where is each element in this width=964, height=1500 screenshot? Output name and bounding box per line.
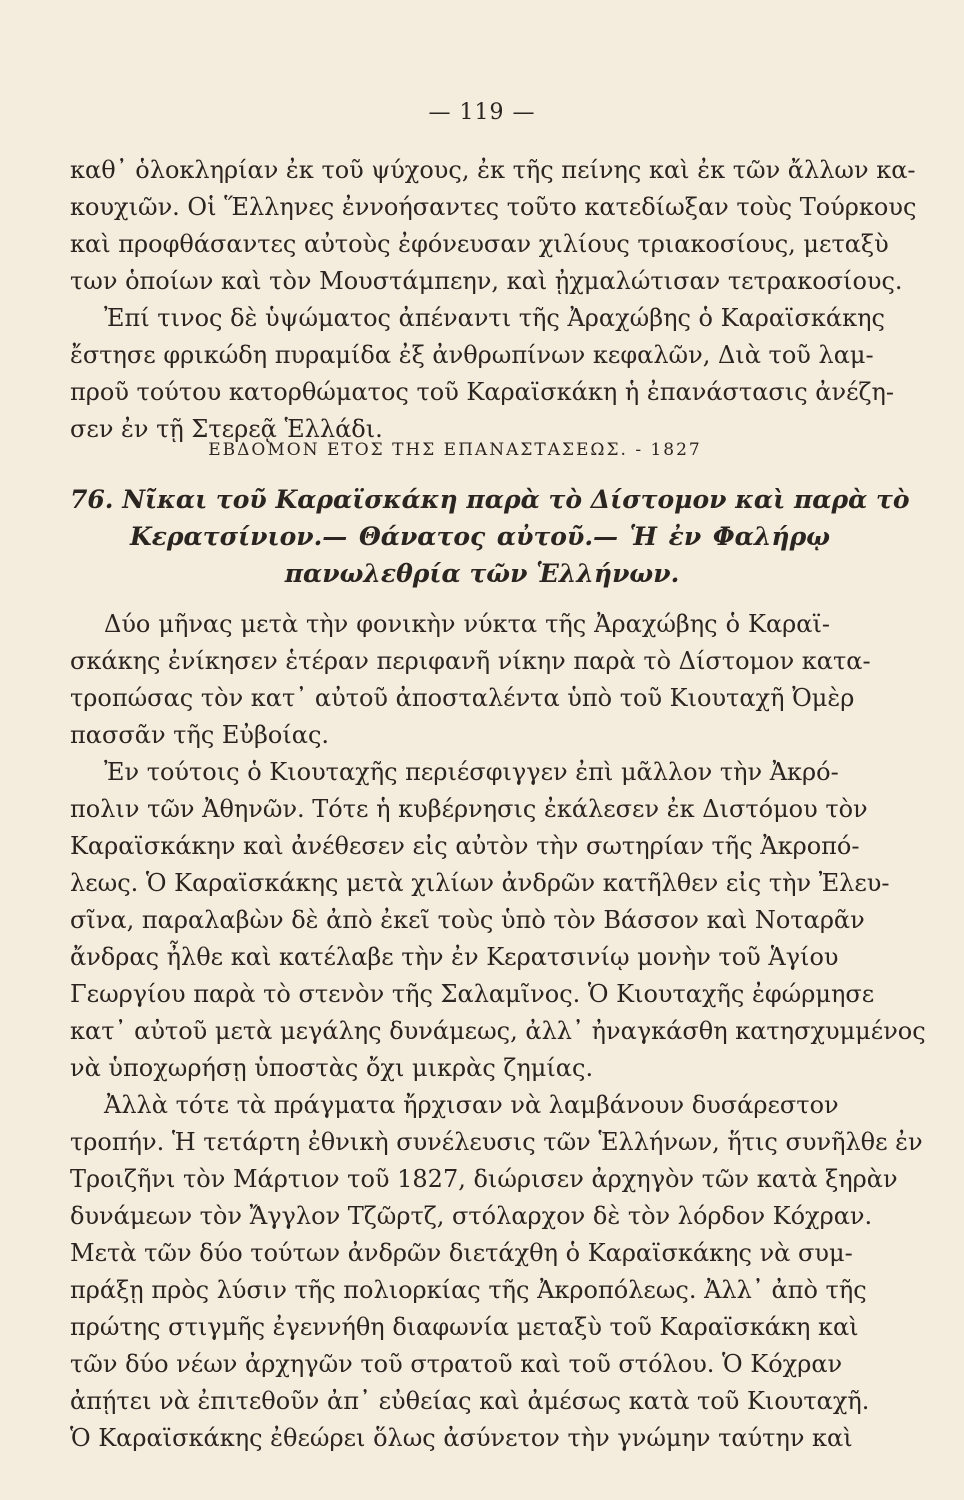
text-line: Τροιζῆνι τὸν Μάρτιον τοῦ 1827, διώρισεν ἀρχηγὸν τῶν κατὰ ξηρὰν <box>70 1165 898 1193</box>
year-heading: ΕΒΔΟΜΟΝ ΕΤΟΣ ΤΗΣ ΕΠΑΝΑΣΤΑΣΕΩΣ. - 1827 <box>208 440 702 460</box>
text-line: ἔστησε φρικώδη πυραμίδα ἐξ ἀνθρωπίνων κεφαλῶν, Διὰ τοῦ λαμ- <box>70 341 874 369</box>
text-line: καὶ προφθάσαντες αὐτοὺς ἐφόνευσαν χιλίους τριακοσίους, μεταξὺ <box>70 230 889 258</box>
text-line: νὰ ὑποχωρήσῃ ὑποστὰς ὄχι μικρὰς ζημίας. <box>70 1054 594 1082</box>
text-line: δυνάμεων τὸν Ἄγγλον Τζῶρτζ, στόλαρχον δὲ τὸν λόρδον Κόχραν. <box>70 1202 873 1230</box>
text-line: Γεωργίου παρὰ τὸ στενὸν τῆς Σαλαμῖνος. Ὁ Κιουταχῆς ἐφώρμησε <box>70 980 875 1008</box>
text-line: ἀπῄτει νὰ ἐπιτεθοῦν ἀπ᾽ εὐθείας καὶ ἀμέσως κατὰ τοῦ Κιουταχῆ. <box>70 1387 870 1415</box>
text-line: πρώτης στιγμῆς ἐγεννήθη διαφωνία μεταξὺ τοῦ Καραϊσκάκη καὶ <box>70 1313 859 1341</box>
text-line: κατ᾽ αὐτοῦ μετὰ μεγάλης δυνάμεως, ἀλλ᾽ ἠναγκάσθη κατησχυμμένος <box>70 1017 926 1045</box>
text-line: Ἀλλὰ τότε τὰ πράγματα ἤρχισαν νὰ λαμβάνουν δυσάρεστον <box>104 1091 839 1119</box>
text-line: σεν ἐν τῇ Στερεᾷ Ἑλλάδι. <box>70 415 383 443</box>
text-line: πολιν τῶν Ἀθηνῶν. Τότε ἡ κυβέρνησις ἐκάλεσεν ἐκ Διστόμου τὸν <box>70 795 868 823</box>
text-line: των ὁποίων καὶ τὸν Μουστάμπεην, καὶ ᾐχμαλώτισαν τετρακοσίους. <box>70 267 903 295</box>
text-line: Δύο μῆνας μετὰ τὴν φονικὴν νύκτα τῆς Ἀραχώβης ὁ Καραϊ- <box>104 610 830 638</box>
text-line: καθ᾽ ὁλοκληρίαν ἐκ τοῦ ψύχους, ἐκ τῆς πείνης καὶ ἐκ τῶν ἄλλων κα- <box>70 156 916 184</box>
text-line: Ἐπί τινος δὲ ὑψώματος ἀπέναντι τῆς Ἀραχώβης ὁ Καραϊσκάκης <box>104 304 885 332</box>
text-line: λεως. Ὁ Καραϊσκάκης μετὰ χιλίων ἀνδρῶν κατῆλθεν εἰς τὴν Ἐλευ- <box>70 869 890 897</box>
text-line: σῖνα, παραλαβὼν δὲ ἀπὸ ἐκεῖ τοὺς ὑπὸ τὸν Βάσσον καὶ Νοταρᾶν <box>70 906 865 934</box>
section-heading: Κερατσίνιον.— Θάνατος αὐτοῦ.— Ἡ ἐν Φαλήρῳ <box>130 522 830 551</box>
text-line: τροπήν. Ἡ τετάρτη ἐθνικὴ συνέλευσις τῶν Ἑλλήνων, ἥτις συνῆλθε ἐν <box>70 1128 923 1156</box>
page-number: — 119 — <box>428 100 536 125</box>
text-line: Μετὰ τῶν δύο τούτων ἀνδρῶν διετάχθη ὁ Καραϊσκάκης νὰ συμ- <box>70 1239 853 1267</box>
text-line: προῦ τούτου κατορθώματος τοῦ Καραϊσκάκη ἡ ἐπανάστασις ἀνέζη- <box>70 378 895 406</box>
text-line: Καραϊσκάκην καὶ ἀνέθεσεν εἰς αὐτὸν τὴν σωτηρίαν τῆς Ἀκροπό- <box>70 832 860 860</box>
text-line: κουχιῶν. Οἱ Ἕλληνες ἐννοήσαντες τοῦτο κατεδίωξαν τοὺς Τούρκους <box>70 193 917 221</box>
text-line: πασσᾶν τῆς Εὐβοίας. <box>70 721 330 749</box>
text-line: Ὁ Καραϊσκάκης ἐθεώρει ὅλως ἀσύνετον τὴν γνώμην ταύτην καὶ <box>70 1424 853 1452</box>
text-line: πράξῃ πρὸς λύσιν τῆς πολιορκίας τῆς Ἀκροπόλεως. Ἀλλ᾽ ἀπὸ τῆς <box>70 1276 867 1304</box>
text-line: τῶν δύο νέων ἀρχηγῶν τοῦ στρατοῦ καὶ τοῦ στόλου. Ὁ Κόχραν <box>70 1350 843 1378</box>
section-heading: 76. Νῖκαι τοῦ Καραϊσκάκη παρὰ τὸ Δίστομον καὶ παρὰ τὸ <box>70 485 910 514</box>
text-line: σκάκης ἐνίκησεν ἑτέραν περιφανῆ νίκην παρὰ τὸ Δίστομον κατα- <box>70 647 871 675</box>
section-heading: πανωλεθρία τῶν Ἑλλήνων. <box>284 559 680 588</box>
text-line: ἄνδρας ἦλθε καὶ κατέλαβε τὴν ἐν Κερατσινίῳ μονὴν τοῦ Ἁγίου <box>70 943 839 971</box>
text-line: Ἐν τούτοις ὁ Κιουταχῆς περιέσφιγγεν ἐπὶ μᾶλλον τὴν Ἀκρό- <box>104 758 839 786</box>
text-line: τροπώσας τὸν κατ᾽ αὐτοῦ ἀποσταλέντα ὑπὸ τοῦ Κιουταχῆ Ὀμὲρ <box>70 684 855 712</box>
